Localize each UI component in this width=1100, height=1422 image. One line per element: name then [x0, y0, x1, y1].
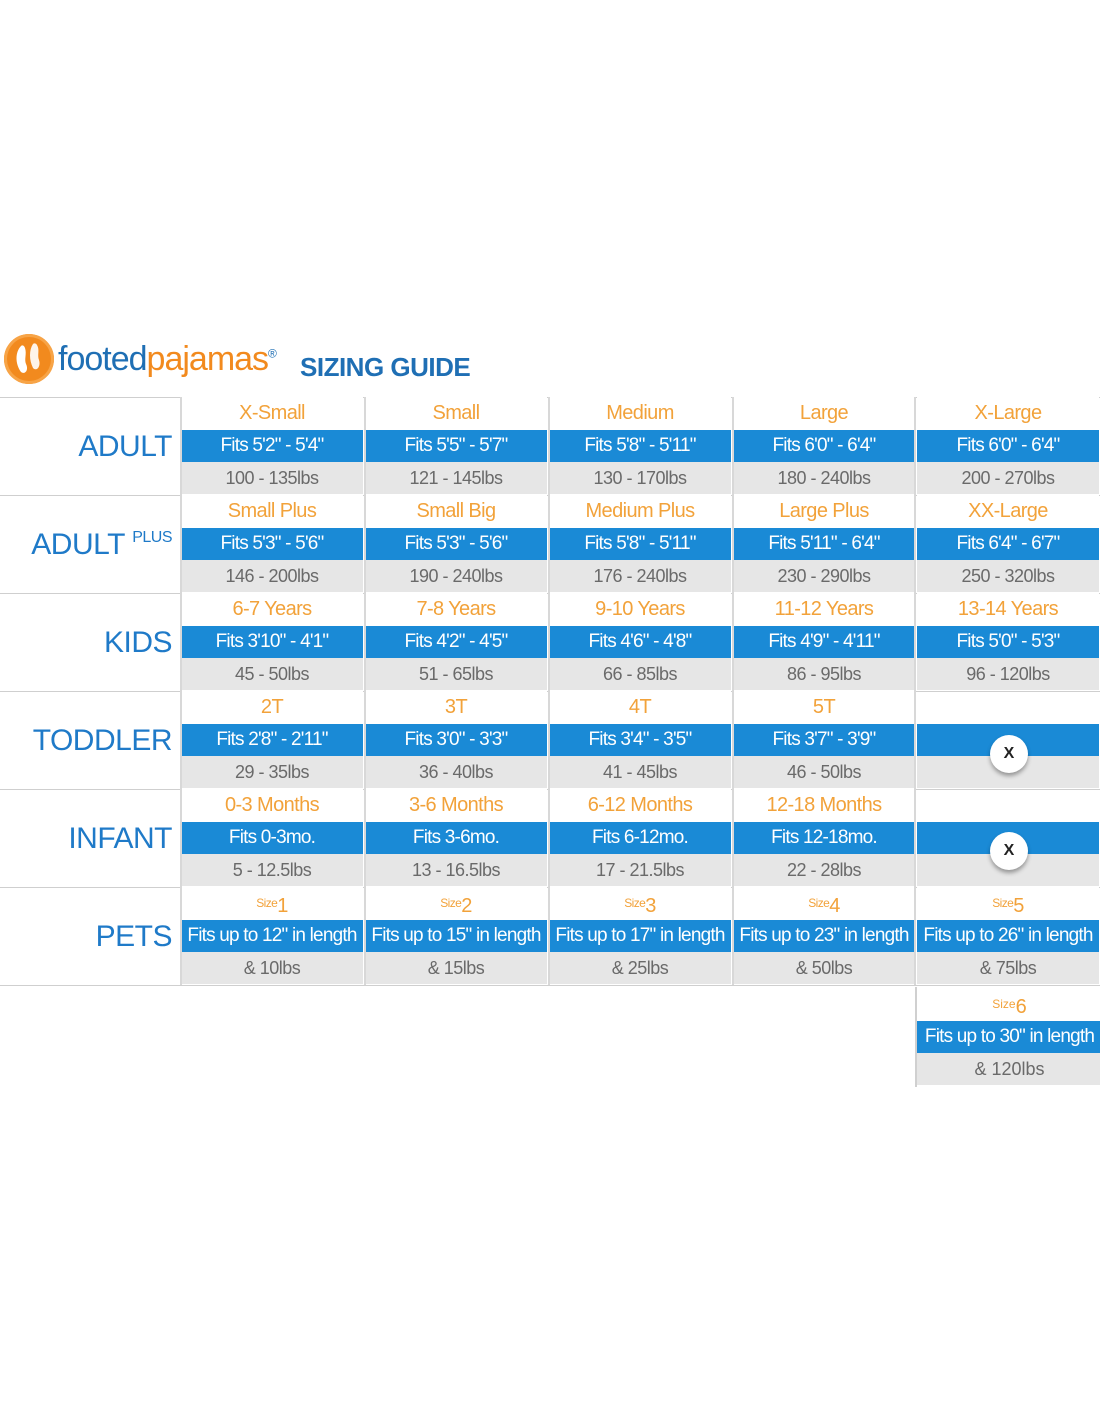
weight-label: 5 - 12.5lbs: [181, 854, 363, 886]
size-column: [365, 593, 547, 691]
column-divider: [180, 397, 182, 495]
weight-label: 17 - 21.5lbs: [549, 854, 731, 886]
size-label: [365, 397, 547, 430]
fit-label: Fits 3'10" - 4'1": [181, 626, 363, 658]
size-prefix: Size: [256, 896, 278, 910]
fit-label: Fits 5'11" - 6'4": [733, 528, 915, 560]
fit-label: Fits up to 15" in length: [365, 920, 547, 952]
size-name: 1: [277, 895, 288, 917]
column-divider: [914, 593, 916, 691]
size-name: 0-3 Months: [224, 794, 320, 816]
size-column: [549, 887, 731, 985]
size-name: Large: [799, 402, 849, 424]
size-name: Small: [432, 402, 480, 424]
fit-label: Fits up to 26" in length: [917, 920, 1099, 952]
column-divider: [364, 691, 366, 789]
category-text: KIDS: [103, 626, 172, 659]
section-toddler: [0, 691, 1100, 789]
section-adult: [0, 397, 1100, 495]
fit-label: Fits 3'4" - 3'5": [549, 724, 731, 756]
column-divider: [180, 495, 182, 593]
size-label: [365, 593, 547, 626]
unavailable-badge: X: [990, 832, 1028, 870]
size-name: 6-7 Years: [232, 598, 312, 620]
column-divider: [914, 495, 916, 593]
size-column: [733, 789, 915, 887]
size-name: 13-14 Years: [957, 598, 1059, 620]
weight-label: 66 - 85lbs: [549, 658, 731, 690]
size-name: X-Large: [974, 402, 1042, 424]
fit-label: Fits 4'6" - 4'8": [549, 626, 731, 658]
size-column: [181, 397, 363, 495]
weight-label: 121 - 145lbs: [365, 462, 547, 494]
size-label: [181, 887, 363, 920]
size-column: [365, 887, 547, 985]
size-label: [549, 495, 731, 528]
category-text: TODDLER: [32, 724, 172, 757]
table-bottom-border: [0, 985, 1100, 986]
page-title: SIZING GUIDE: [300, 352, 471, 382]
feet-icon: [4, 334, 54, 384]
size-name: 3-6 Months: [408, 794, 504, 816]
size-name: 3: [645, 895, 656, 917]
size-column: [917, 495, 1099, 593]
column-divider: [732, 789, 734, 887]
fit-label: Fits 3'0" - 3'3": [365, 724, 547, 756]
column-divider: [180, 887, 182, 985]
weight-label: 146 - 200lbs: [181, 560, 363, 592]
weight-label: 86 - 95lbs: [733, 658, 915, 690]
fit-label: Fits 6'4" - 6'7": [917, 528, 1099, 560]
size-prefix: Size: [992, 896, 1014, 910]
weight-label: 130 - 170lbs: [549, 462, 731, 494]
column-divider: [364, 495, 366, 593]
column-divider: [364, 887, 366, 985]
size-name: 5: [1013, 895, 1024, 917]
weight-label: 36 - 40lbs: [365, 756, 547, 788]
size-label: [181, 789, 363, 822]
size-prefix: Size: [440, 896, 462, 910]
size-prefix: Size: [992, 997, 1016, 1011]
category-label: [0, 626, 178, 658]
column-divider: [914, 887, 916, 985]
weight-label: 250 - 320lbs: [917, 560, 1099, 592]
fit-label: Fits 5'2" - 5'4": [181, 430, 363, 462]
size-name: 6-12 Months: [587, 794, 693, 816]
size-prefix: Size: [624, 896, 646, 910]
size-name: 2T: [260, 696, 284, 718]
fit-label: Fits up to 17" in length: [549, 920, 731, 952]
brand-part-2: pajamas: [146, 340, 269, 378]
fit-label: Fits 5'5" - 5'7": [365, 430, 547, 462]
size-name: 12-18 Months: [766, 794, 882, 816]
size-name: 2: [461, 895, 472, 917]
column-divider: [364, 593, 366, 691]
category-text: PETS: [95, 920, 172, 953]
size-column: [181, 495, 363, 593]
size-column: [181, 691, 363, 789]
size-column: [733, 593, 915, 691]
category-text: INFANT: [68, 822, 172, 855]
size-label: [549, 593, 731, 626]
pets-extra-size: [915, 987, 1100, 1087]
weight-label: 45 - 50lbs: [181, 658, 363, 690]
column-divider: [548, 495, 550, 593]
fit-label: Fits 12-18mo.: [733, 822, 915, 854]
size-label: [181, 691, 363, 724]
category-label: [0, 430, 178, 462]
size-label: [733, 593, 915, 626]
column-divider: [732, 887, 734, 985]
size-label: [733, 397, 915, 430]
fit-label: Fits 5'0" - 5'3": [917, 626, 1099, 658]
weight-label: 230 - 290lbs: [733, 560, 915, 592]
category-text: ADULT: [31, 528, 125, 561]
fit-label: Fits 5'8" - 5'11": [549, 528, 731, 560]
size-column: [917, 887, 1099, 985]
column-divider: [364, 789, 366, 887]
size-name: 4: [829, 895, 840, 917]
size-column: [181, 887, 363, 985]
size-column: [549, 789, 731, 887]
weight-label: & 120lbs: [917, 1053, 1100, 1085]
size-column: [917, 593, 1099, 691]
category-label: [0, 724, 178, 756]
fit-label: Fits 5'3" - 5'6": [181, 528, 363, 560]
size-label: [917, 397, 1099, 430]
sizing-table: [0, 397, 1100, 985]
weight-label: & 75lbs: [917, 952, 1099, 984]
size-column: [549, 495, 731, 593]
size-column: [365, 691, 547, 789]
fit-label: Fits 6'0" - 6'4": [917, 430, 1099, 462]
size-name: Medium: [606, 402, 674, 424]
column-divider: [548, 691, 550, 789]
column-divider: [914, 789, 916, 887]
weight-label: 41 - 45lbs: [549, 756, 731, 788]
fit-label: Fits up to 23" in length: [733, 920, 915, 952]
weight-label: 51 - 65lbs: [365, 658, 547, 690]
weight-label: 13 - 16.5lbs: [365, 854, 547, 886]
size-name: Medium Plus: [585, 500, 695, 522]
size-column: [733, 397, 915, 495]
size-column: [365, 397, 547, 495]
section-kids: [0, 593, 1100, 691]
unavailable-badge: X: [990, 735, 1028, 773]
size-column: [365, 495, 547, 593]
column-divider: [732, 397, 734, 495]
weight-label: 200 - 270lbs: [917, 462, 1099, 494]
size-label: [549, 397, 731, 430]
fit-label: Fits 4'9" - 4'11": [733, 626, 915, 658]
size-name: 4T: [628, 696, 652, 718]
category-text: ADULT: [78, 430, 172, 463]
section-adult-plus: [0, 495, 1100, 593]
size-column: [365, 789, 547, 887]
size-label: [549, 887, 731, 920]
fit-label: Fits 6'0" - 6'4": [733, 430, 915, 462]
fit-label: Fits 2'8" - 2'11": [181, 724, 363, 756]
fit-label: Fits 3-6mo.: [365, 822, 547, 854]
size-column: [917, 397, 1099, 495]
size-label: [917, 593, 1099, 626]
weight-label: 100 - 135lbs: [181, 462, 363, 494]
header: [0, 330, 520, 390]
column-divider: [732, 691, 734, 789]
size-label: [733, 495, 915, 528]
size-label: [917, 987, 1100, 1021]
size-label: [365, 691, 547, 724]
size-name: Small Plus: [227, 500, 317, 522]
size-label: [917, 495, 1099, 528]
fit-label: Fits up to 30" in length: [917, 1021, 1100, 1053]
column-divider: [180, 691, 182, 789]
column-divider: [548, 789, 550, 887]
column-divider: [548, 593, 550, 691]
size-name: X-Small: [239, 402, 305, 424]
fit-label: Fits 5'8" - 5'11": [549, 430, 731, 462]
fit-label: Fits 6-12mo.: [549, 822, 731, 854]
column-divider: [180, 593, 182, 691]
size-name: 11-12 Years: [774, 598, 874, 620]
category-superscript: PLUS: [132, 529, 172, 546]
size-name: 9-10 Years: [595, 598, 685, 620]
size-column: [733, 691, 915, 789]
size-column: [733, 887, 915, 985]
fit-label: Fits 0-3mo.: [181, 822, 363, 854]
category-label: [0, 920, 178, 952]
weight-label: 22 - 28lbs: [733, 854, 915, 886]
size-column: [549, 397, 731, 495]
brand-part-1: footed: [58, 340, 147, 378]
size-name: 7-8 Years: [416, 598, 496, 620]
weight-label: & 10lbs: [181, 952, 363, 984]
fit-label: Fits up to 12" in length: [181, 920, 363, 952]
size-column: [733, 495, 915, 593]
column-divider: [914, 691, 916, 789]
size-label: [181, 495, 363, 528]
size-label: [181, 397, 363, 430]
size-label: [365, 887, 547, 920]
size-column: [549, 593, 731, 691]
size-label: [365, 789, 547, 822]
section-infant: [0, 789, 1100, 887]
size-label: [733, 789, 915, 822]
size-label: [733, 691, 915, 724]
size-label: [549, 691, 731, 724]
size-name: XX-Large: [968, 500, 1048, 522]
weight-label: 176 - 240lbs: [549, 560, 731, 592]
size-prefix: Size: [808, 896, 830, 910]
size-number: 6: [1015, 996, 1027, 1018]
size-label: [917, 887, 1099, 920]
column-divider: [180, 789, 182, 887]
column-divider: [732, 593, 734, 691]
column-divider: [548, 397, 550, 495]
section-pets: [0, 887, 1100, 985]
size-name: Small Big: [416, 500, 496, 522]
weight-label: & 25lbs: [549, 952, 731, 984]
category-label: [0, 528, 178, 560]
registered-mark: ®: [268, 346, 276, 361]
weight-label: & 50lbs: [733, 952, 915, 984]
size-label: [181, 593, 363, 626]
weight-label: 180 - 240lbs: [733, 462, 915, 494]
size-label: [549, 789, 731, 822]
column-divider: [548, 887, 550, 985]
size-name: 3T: [444, 696, 468, 718]
column-divider: [732, 495, 734, 593]
fit-label: Fits 3'7" - 3'9": [733, 724, 915, 756]
column-divider: [914, 397, 916, 495]
category-label: [0, 822, 178, 854]
fit-label: Fits 4'2" - 4'5": [365, 626, 547, 658]
weight-label: 29 - 35lbs: [181, 756, 363, 788]
fit-label: Fits 5'3" - 5'6": [365, 528, 547, 560]
size-label: [365, 495, 547, 528]
size-name: 5T: [812, 696, 836, 718]
size-column: [181, 789, 363, 887]
size-column: [549, 691, 731, 789]
brand-logo-text: [58, 340, 276, 379]
size-label: [733, 887, 915, 920]
weight-label: 46 - 50lbs: [733, 756, 915, 788]
column-divider: [364, 397, 366, 495]
size-column: [181, 593, 363, 691]
weight-label: & 15lbs: [365, 952, 547, 984]
weight-label: 96 - 120lbs: [917, 658, 1099, 690]
size-name: Large Plus: [779, 500, 869, 522]
weight-label: 190 - 240lbs: [365, 560, 547, 592]
